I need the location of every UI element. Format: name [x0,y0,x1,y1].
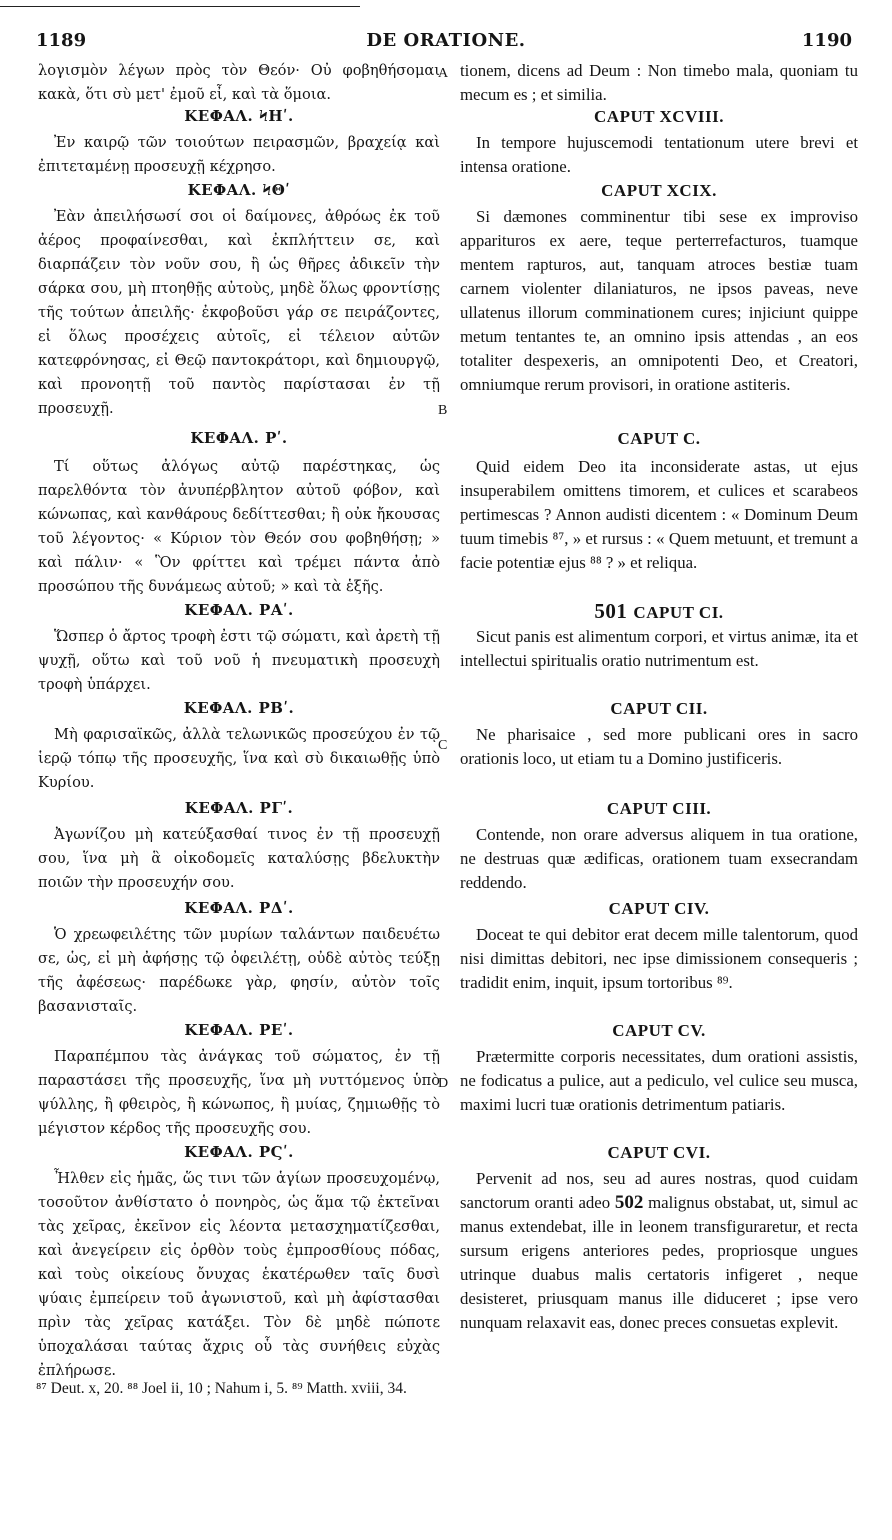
latin-chapter-105: Prætermitte corporis necessitates, dum orationi assistis, ne fodicatus a pulice, aut a pediculo, vel culice seu musca, maximi lucri tuæ orationis detrimentum patiaris. [460,1047,858,1114]
margin-marker-c: C [438,738,448,753]
margin-marker-b: B [438,403,448,418]
latin-heading-105: CAPUT CV. [612,1021,706,1040]
column-number-501: 501 [594,599,628,623]
greek-heading-99: ΚΕΦΑΛ. ϞΘʹ [187,181,291,199]
latin-chapter-98: In tempore hujuscemodi tentationum utere brevi et intensa oratione. [460,133,858,176]
greek-chapter-104: Ὁ χρεωφειλέτης τῶν μυρίων ταλάντων παιδευέτω σε, ὡς, εἰ μὴ ἀφήσῃς τῷ ὀφειλέτῃ, οὐδὲ αὐτὸς τεύξῃ τῆς ἀφέσεως· παρέδωκε γὰρ, φησίν, αὐτὸν τοῖς βασανισταῖς. [38,926,440,1015]
latin-intro-text: tionem, dicens ad Deum : Non timebo mala, quoniam tu mecum es ; et similia. [460,61,858,104]
top-rule [0,6,360,7]
latin-heading-100: CAPUT C. [617,429,701,448]
latin-heading-99: CAPUT XCIX. [601,181,717,200]
running-title: DE ORATIONE. [366,30,526,51]
greek-intro [38,59,440,107]
greek-chapter-106: Ἦλθεν εἰς ἡμᾶς, ὥς τινι τῶν ἁγίων προσευχομένῳ, τοσοῦτον ἀνθίστατο ὁ πονηρὸς, ὡς ἅμα τῷ ἐκτεῖναι τὰς χεῖρας, ἐκεῖνον εἰς λέοντα μετασχηματίζεσθαι, καὶ ἀνεγείρειν εἰς ὀρθὸν τοὺς ἐμπροσθίους πόδας, καὶ τοὺς οἰκείους ὄνυχας ἑκατέρωθεν ταῖς δυσὶ ψύαις ἐμπείρειν τοῦ ἀγωνιστοῦ, καὶ μὴ ἀφίστασθαι πρὶν τὰς χεῖρας κατάξει. Τὸν δὲ μηδὲ πώποτε ὑποχαλάσαι ταύτας ἄχρις οὗ τὰς συνήθεις εὐχὰς ἐπλήρωσε. [38,1170,440,1379]
left-column-number: 1189 [36,30,87,51]
latin-chapter-103: Contende, non orare adversus aliquem in tua oratione, ne destruas quæ ædificas, orationem tuam exsecrandam reddendo. [460,825,858,892]
latin-heading-102: CAPUT CII. [610,699,708,718]
latin-chapter-106-part-1: Pervenit ad nos, seu ad aures nostras, quod cuidam sanctorum oranti adeo [460,1169,858,1212]
latin-intro [460,59,858,107]
margin-marker-d: D [438,1076,449,1091]
latin-chapter-102: Ne pharisaice , sed more publicani ores in sacro orationis loco, ut etiam tu a Domino justificeris. [460,725,858,768]
latin-heading-103: CAPUT CIII. [606,799,712,818]
latin-chapter-101: Sicut panis est alimentum corpori, et virtus animæ, ita et intellectui spiritualis oratio nutrimentum est. [460,627,858,670]
greek-chapter-102: Μὴ φαρισαϊκῶς, ἀλλὰ τελωνικῶς προσεύχου ἐν τῷ ἱερῷ τόπῳ τῆς προσευχῆς, ἵνα καὶ σὺ δικαιωθῇς ὑπὸ Κυρίου. [38,726,440,791]
latin-chapter-99: Si dæmones comminentur tibi sese ex improviso apparituros ex aere, teque perterrefacturos, tuamque mentem rapturos, aut, tanquam atroces bestiæ tuam carnem violenter dilaniaturos, ne ipsos paveas, neve ullatenus illorum comminationem cures; injiciunt quippe metum tentantes te, an omnino ipsis attendas , an eos totaliter despexeris, an omnipotenti Deo, et Creatori, omniumque rerum provisori, in oratione astiteris. [460,207,858,394]
page-header [0,30,892,60]
greek-heading-103: ΚΕΦΑΛ. ΡΓʹ. [184,799,294,817]
greek-heading-98: ΚΕΦΑΛ. ϞΗʹ. [184,107,294,125]
greek-heading-106: ΚΕΦΑΛ. ΡϚʹ. [184,1143,294,1161]
greek-heading-105: ΚΕΦΑΛ. ΡΕʹ. [184,1021,294,1039]
margin-marker-a: A [438,66,449,81]
latin-heading-101 [460,599,858,624]
latin-heading-104: CAPUT CIV. [608,899,710,918]
latin-chapter-100: Quid eidem Deo ita inconsiderate astas, ut ejus insuperabilem omittens timorem, et culices et scarabeos pertimescas ? Annon audisti dicentem : « Dominum Deum tuum timebis ⁸⁷, » et rursus : « Quem metuunt, et tremunt a facie potentiæ ejus ⁸⁸ ? » et reliqua. [460,457,858,572]
latin-chapter-104: Doceat te qui debitor erat decem mille talentorum, quod nisi dimittas debitori, nec ipse dimissionem consequeris ; tradidit enim, inquit, ipsum tortoribus ⁸⁹. [460,925,858,992]
greek-heading-104: ΚΕΦΑΛ. ΡΔʹ. [184,899,294,917]
greek-chapter-103: Ἀγωνίζου μὴ κατεύξασθαί τινος ἐν τῇ προσευχῇ σου, ἵνα μὴ ἃ οἰκοδομεῖς καταλύσῃς βδελυκτὴν ποιῶν τὴν προσευχήν σου. [38,826,440,891]
greek-chapter-101: Ὥσπερ ὁ ἄρτος τροφὴ ἐστι τῷ σώματι, καὶ ἀρετὴ τῇ ψυχῇ, οὕτω καὶ τοῦ νοῦ ἡ πνευματικὴ προσευχὴ τροφὴ ὑπάρχει. [38,628,440,693]
column-number-502: 502 [614,1192,644,1213]
right-column-number: 1190 [801,30,852,51]
latin-chapter-106-part-2: malignus obstabat, ut, simul ac manus extendebat, ille in leonem transfiguraretur, et recta sursum erigens anteriores pedes, propriosque ungues utrinque duabus malis certatoris infigeret , neque desisteret, priusquam manus ille diduceret ; ipse vero nunquam relaxavit eas, donec preces consuetas explevit. [460,1193,858,1332]
greek-heading-100: ΚΕΦΑΛ. Ρʹ. [190,429,288,447]
latin-heading-101-label: CAPUT CI. [633,603,724,622]
greek-chapter-100: Τί οὕτως ἀλόγως αὐτῷ παρέστηκας, ὡς παρελθόντα τὸν ἀνυπέρβλητον αὐτοῦ φόβον, καὶ κώνωπας, καὶ κανθάρους δεδίττεσθαι; ἢ οὐκ ἤκουσας τοῦ λέγοντος· « Κύριον τὸν Θεόν σου φοβηθήσῃ; » καὶ πάλιν· « Ὃν φρίττει καὶ τρέμει πάντα ἀπὸ προσώπου τῆς δυνάμεως αὐτοῦ; » καὶ τὰ ἑξῆς. [38,458,440,595]
greek-heading-102: ΚΕΦΑΛ. ΡΒʹ. [183,699,295,717]
greek-chapter-105: Παραπέμπου τὰς ἀνάγκας τοῦ σώματος, ἐν τῇ παραστάσει τῆς προσευχῆς, ἵνα μὴ νυττόμενος ὑπὸ ψύλλης, ἢ φθειρὸς, ἢ κώνωπος, ἢ μυίας, ζημιωθῇς τὸ μέγιστον κέρδος τῆς προσευχῆς σου. [38,1048,440,1137]
footnotes: ⁸⁷ Deut. x, 20. ⁸⁸ Joel ii, 10 ; Nahum i, 5. ⁸⁹ Matth. xviii, 34. [36,1380,407,1397]
latin-chapter-106 [460,1167,858,1335]
greek-chapter-98: Ἐν καιρῷ τῶν τοιούτων πειρασμῶν, βραχείᾳ καὶ ἐπιτεταμένῃ προσευχῇ κέχρησο. [38,134,440,175]
greek-chapter-99: Ἐὰν ἀπειλήσωσί σοι οἱ δαίμονες, ἀθρόως ἐκ τοῦ ἀέρος προφαίνεσθαι, καὶ ἐκπλήττειν σε, καὶ διαρπάζειν τὸν νοῦν σου, ἢ ὡς θῆρες ἀδικεῖν τὴν σάρκα σου, μὴ πτοηθῇς αὐτοὺς, μηδὲ ὅλως φροντίσῃς τῆς τούτων ἀπειλῆς· ἐκφοβοῦσι γάρ σε πειράζοντες, εἰ ὅλως προσέχεις αὐτοῖς, εἰ τέλειον αὐτῶν κατεφρόνησας, εἰ Θεῷ παντοκράτορι, καὶ δημιουργῷ, καὶ προνοητῇ τοῦ παντὸς παρίστασαι ἐν τῇ προσευχῇ. [38,208,440,417]
latin-heading-106: CAPUT CVI. [607,1143,711,1162]
greek-intro-text: λογισμὸν λέγων πρὸς τὸν Θεόν· Οὐ φοβηθήσομαι κακὰ, ὅτι σὺ μετ' ἐμοῦ εἶ, καὶ τὰ ὅμοια. [38,62,440,103]
latin-heading-98: CAPUT XCVIII. [594,107,724,126]
greek-heading-101: ΚΕΦΑΛ. ΡΑʹ. [184,601,294,619]
